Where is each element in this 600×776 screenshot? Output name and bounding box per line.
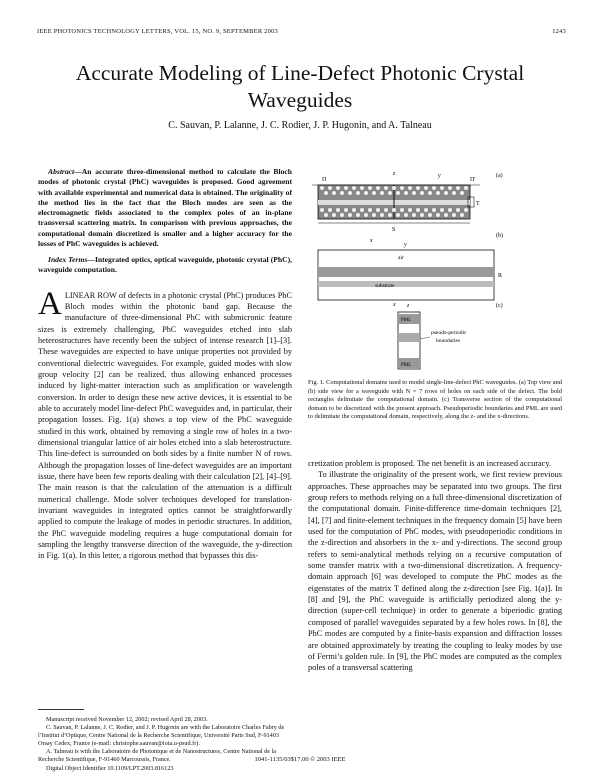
air-hole <box>320 208 324 212</box>
air-hole <box>432 208 436 212</box>
air-hole <box>352 208 356 212</box>
label-t: T <box>476 201 480 207</box>
intro-paragraph <box>38 285 293 562</box>
figure-panel-b <box>318 232 503 300</box>
figure-1 <box>300 167 570 372</box>
air-hole <box>408 208 412 212</box>
air-hole <box>460 191 464 195</box>
footnote-received: Manuscript received November 12, 2002; revised April 28, 2003. <box>46 716 208 723</box>
footnote-affiliation-2: A. Talneau is with the Laboratoire de Photonique et de Nanostructures, Centre National de la Recherche Scientifique, F-91460 Marcoussis, France. <box>38 748 277 764</box>
air-hole <box>404 213 408 217</box>
air-hole <box>368 186 372 190</box>
abstract-text: An accurate three-dimensional method to calculate the Bloch modes of photonic crystal (PhC) waveguides is proposed. Good agreement with available experimental and numerical data is obtained. The originality of the method lies in the fact that the Bloch modes are seen as the electromagnetic fields associated to the complex poles of an in-plane transversal scattering matrix. In comparison with previous approaches, the computational domain discretized is smaller and a higher accuracy for the losses of PhC waveguides is achieved. <box>38 167 292 248</box>
label-substrate: substrate <box>375 283 395 289</box>
air-hole <box>364 213 368 217</box>
air-hole <box>332 213 336 217</box>
air-hole <box>436 191 440 195</box>
air-hole <box>384 208 388 212</box>
air-hole <box>396 191 400 195</box>
air-hole <box>404 191 408 195</box>
label-r: R <box>498 273 503 279</box>
label-x-c: x <box>393 302 396 308</box>
intro-text: LINEAR ROW of defects in a photonic crystal (PhC) produces PhC Bloch modes within the photonic band gap. Because the manufacture of three-dimensional PhC with submicronic feature sizes is extremely challenging, PhC waveguides etched into slab heterostructures have recently been the subject of intense research [1]–[3]. These waveguides are expected to have unique properties not provided by conventional dielectric waveguides. For example, guided modes with slow group velocity [2] can be realized, thus allowing enhanced processes induced by light-matter interaction such as amplification or wavelength conversion. In order to design these new active devices, it is essential to be able to accurately model line-defect PhC waveguides and, in particular, their propagation losses. Fig. 1(a) shows a top view of the PhC waveguide studied in this work, obtained by removing a single row of holes in a two-dimensional triangular lattice of air holes etched into a slab heterostructure. This line-defect is surrounded on both sides by a finite number N of rows. Although the propagation losses of line-defect waveguides are an important issue, there have been few reports dealing with their calculation [2], [4]–[9]. The main reason is that the calculation of the attenuation is a difficult numerical challenge. Mode solver techniques developed for translation-invariant waveguides in integrated optics cannot be straightforwardly applied to compute the leakage of modes in periodic structures. In addition, the PhC waveguide modeling requires a huge computational domain for sampling the lengthy transverse direction of the waveguide, the y-direction in Fig. 1(a). In this letter, a rigorous method that bypasses this dis- <box>38 290 293 561</box>
air-hole <box>344 208 348 212</box>
index-terms-label: Index Terms— <box>48 255 95 264</box>
footnote-rule <box>38 709 84 710</box>
label-z-c: z <box>407 303 410 309</box>
right-paragraph-2: To illustrate the originality of the present work, we first review previous approaches. These approaches may be separated into two groups. The first group refers to methods relying on a full three-dimensional discretization of the computational domain. Finite-difference time-domain techniques [2], [4], [7] and finite-element techniques in the frequency domain [5] have been used for the computation of PhC modes, with pseudoperiodic conditions in the z-direction and absorbers in the x- and y-directions. The second group refers to semi-analytical methods relying on a recursive computation of some transfer matrix with a two-dimensional discretization. A frequency-domain approach [6] was developed to compute the PhC modes as the eigenstates of the matrix T defined along the z-direction [see Fig. 1(a)]. In [8] and [9], the PhC waveguide is artificially periodized along the y-direction (super-cell technique) in order to generate a biperiodic grating composed of parallel waveguides separated by a few holes rows. In [8], the PhC modes are computed by a finite-basis expansion and diffraction losses are obtained approximately by treating the coupling to leaky modes by use of Fermi’s golden rule. In [9], the PhC modes are computed as the complex poles of a transversal scattering <box>308 470 562 673</box>
right-paragraph-1: cretization problem is proposed. The net benefit is an increased accuracy. <box>308 459 552 468</box>
air-hole <box>452 191 456 195</box>
air-hole <box>324 213 328 217</box>
air-hole <box>416 186 420 190</box>
air-hole <box>336 208 340 212</box>
pseudo-leader <box>420 337 430 339</box>
footnote-affiliation-1: C. Sauvan, P. Lalanne, J. C. Rodier, and J. P. Hugonin are with the Laboratoire Charles Fabry de l’Institut d’Optique, Centre National de la Recherche Scientifique, Université Paris Sud, F-91403 Orsay Cedex, France (e-mail: christophe.sauvan@iota.u-psud.fr). <box>38 724 285 748</box>
air-hole <box>376 186 380 190</box>
air-hole <box>356 213 360 217</box>
air-hole <box>464 186 468 190</box>
air-hole <box>320 186 324 190</box>
running-header: IEEE PHOTONICS TECHNOLOGY LETTERS, VOL. 15, NO. 9, SEPTEMBER 2003 <box>37 28 278 35</box>
air-hole <box>376 208 380 212</box>
air-hole <box>444 213 448 217</box>
air-hole <box>412 191 416 195</box>
air-hole <box>464 208 468 212</box>
air-hole <box>448 186 452 190</box>
air-hole <box>440 208 444 212</box>
air-hole <box>396 213 400 217</box>
air-hole <box>428 213 432 217</box>
air-hole <box>424 186 428 190</box>
air-hole <box>356 191 360 195</box>
air-hole <box>384 186 388 190</box>
air-hole <box>360 208 364 212</box>
figure-panel-c <box>392 302 503 369</box>
air-hole <box>448 208 452 212</box>
copyright-line: 1041-1135/03$17.00 © 2003 IEEE <box>254 756 346 763</box>
air-hole <box>400 208 404 212</box>
air-hole <box>348 191 352 195</box>
right-column <box>308 458 562 674</box>
air-hole <box>424 208 428 212</box>
abstract-label: Abstract— <box>48 167 82 176</box>
air-hole <box>388 191 392 195</box>
air-hole <box>408 186 412 190</box>
label-y-b: y <box>404 242 407 248</box>
label-x-b: x <box>370 238 373 244</box>
abstract <box>38 167 292 249</box>
air-hole <box>460 213 464 217</box>
footnote-doi: Digital Object Identifier 10.1109/LPT.2003.816123 <box>46 764 174 772</box>
label-pseudo: pseudo-periodic <box>431 330 467 336</box>
air-hole <box>380 191 384 195</box>
air-hole <box>388 213 392 217</box>
air-hole <box>416 208 420 212</box>
air-hole <box>412 213 416 217</box>
air-hole <box>456 186 460 190</box>
air-hole <box>456 208 460 212</box>
label-pi: Π <box>322 177 327 183</box>
air-hole <box>364 191 368 195</box>
label-pml-top: PML <box>401 318 412 323</box>
label-s: S <box>392 227 396 233</box>
air-hole <box>324 191 328 195</box>
air-hole <box>372 213 376 217</box>
label-z-a: z <box>393 171 396 177</box>
air-hole <box>380 213 384 217</box>
footnote <box>38 716 292 773</box>
air-hole <box>444 191 448 195</box>
air-hole <box>352 186 356 190</box>
air-hole <box>432 186 436 190</box>
substrate-layer <box>318 281 494 287</box>
slab-layer <box>318 267 494 277</box>
air-hole <box>328 208 332 212</box>
left-column <box>38 167 292 562</box>
figure-panel-a <box>312 171 503 233</box>
air-hole <box>328 186 332 190</box>
label-boundaries: boundaries <box>436 338 461 344</box>
air-hole <box>368 208 372 212</box>
label-air: air <box>398 255 404 261</box>
air-hole <box>360 186 364 190</box>
drop-cap: A <box>38 285 62 322</box>
label-c: (c) <box>496 303 503 309</box>
label-b: (b) <box>496 233 503 239</box>
label-y-a: y <box>438 173 441 179</box>
air-hole <box>392 186 396 190</box>
transverse-slab <box>398 333 420 342</box>
air-hole <box>336 186 340 190</box>
air-hole <box>372 191 376 195</box>
figure-caption: Fig. 1. Computational domains used to model single-line-defect PhC waveguides. (a) Top view and (b) side view for a waveguide with N = 7 rows of holes on each side of the defect. The bold rectangles delimitate the computational domain. (c) Transverse section of the computational domain to be discretized with the present approach. Pseudoperiodic boundaries and PML are used to delimitate the computational domain, respectively, along the z- and the x-directions. <box>308 379 562 421</box>
air-hole <box>452 213 456 217</box>
label-pi-prime: Π' <box>470 177 476 183</box>
air-hole <box>340 213 344 217</box>
page-number: 1243 <box>552 28 566 35</box>
author-list: C. Sauvan, P. Lalanne, J. C. Rodier, J. P. Hugonin, and A. Talneau <box>168 120 432 131</box>
air-hole <box>420 213 424 217</box>
air-hole <box>420 191 424 195</box>
index-terms <box>38 255 292 276</box>
paper-title: Accurate Modeling of Line-Defect Photonic Crystal Waveguides <box>75 61 525 112</box>
air-hole <box>340 191 344 195</box>
label-a: (a) <box>496 173 503 179</box>
air-hole <box>348 213 352 217</box>
air-hole <box>400 186 404 190</box>
label-pml-bottom: PML <box>401 363 412 368</box>
air-hole <box>428 191 432 195</box>
index-terms-text: Integrated optics, optical waveguide, photonic crystal (PhC), waveguide computation. <box>38 255 292 275</box>
air-hole <box>440 186 444 190</box>
air-hole <box>392 208 396 212</box>
air-hole <box>332 191 336 195</box>
air-hole <box>436 213 440 217</box>
air-hole <box>344 186 348 190</box>
